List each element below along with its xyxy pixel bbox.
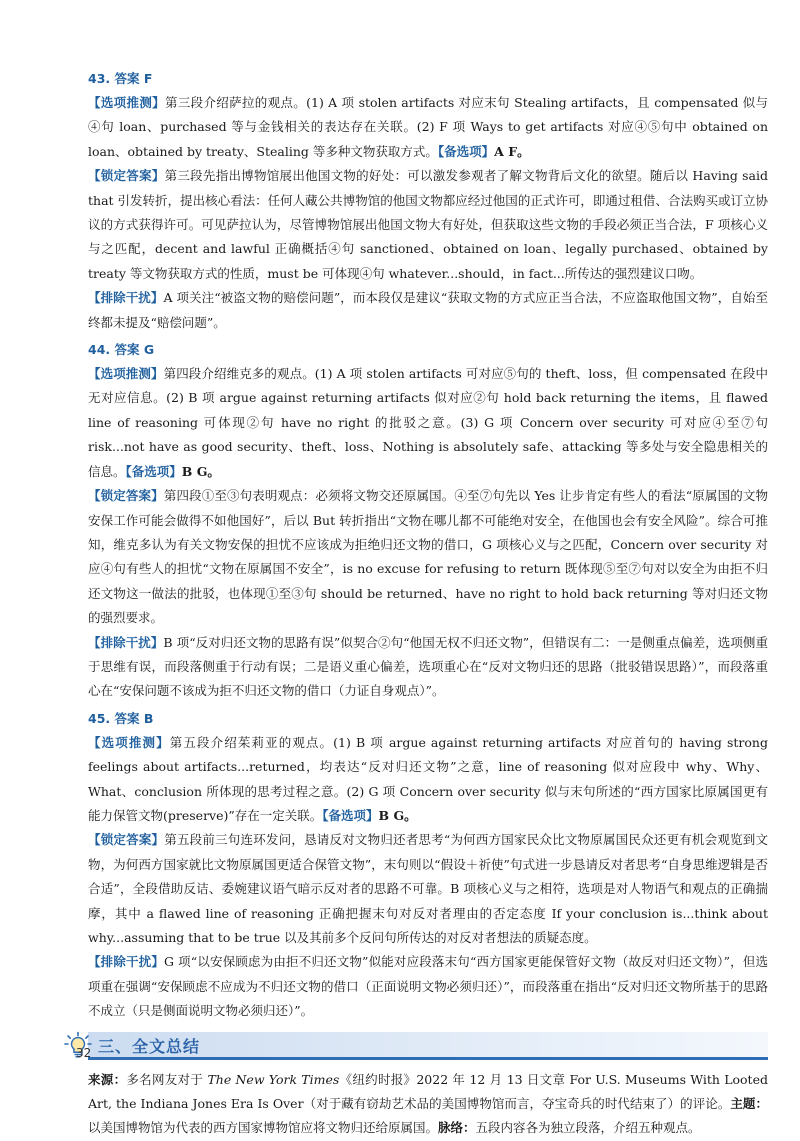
- source-publication: The New York Times: [207, 1071, 340, 1087]
- section-rule: [88, 1057, 768, 1060]
- answer-heading-44: 44. 答案 G: [88, 342, 155, 358]
- tag-lock-answer: 【锁定答案】: [88, 168, 165, 184]
- section-title: 三、全文总结: [98, 1036, 201, 1056]
- tag-exclude-distractor: 【排除干扰】: [88, 634, 164, 650]
- tag-candidates: 【备选项】: [322, 807, 379, 823]
- candidates: A F。: [494, 143, 530, 159]
- thread-text: 五段内容各为独立段落，介绍五种观点。: [475, 1120, 701, 1136]
- tag-lock-answer: 【锁定答案】: [88, 488, 164, 504]
- answer-explanations: [88, 64, 768, 1141]
- candidates: B G。: [181, 463, 220, 479]
- tag-candidates: 【备选项】: [437, 143, 495, 159]
- summary-paragraph: [88, 1068, 768, 1141]
- exclude-distractor-44: [88, 631, 768, 704]
- answer-heading-45: 45. 答案 B: [88, 710, 154, 726]
- tag-lock-answer: 【锁定答案】: [88, 832, 165, 848]
- lock-answer-45: [88, 828, 768, 950]
- text: A 项关注“被盗文物的赔偿问题”，而本段仅是建议“获取文物的方式应正当合法，不应盗取他国文物”，自始至终都未提及“赔偿问题”。: [88, 290, 768, 330]
- text: 第三段介绍萨拉的观点。(1) A 项 stolen artifacts 对应末句 Stealing artifacts，且 compensated 似与④句 loan、purchased 等与金钱相关的表达存在关联。(2) F 项 Ways to get artifacts 对应④⑤句中 obtained on loan、obtained by treaty、Stealing 等多种文物获取方式。: [88, 95, 768, 159]
- exclude-distractor-45: [88, 950, 768, 1023]
- text: G 项“以安保顾虑为由拒不归还文物”似能对应段落末句“西方国家更能保管好文物（故反对归还文物）”，但选项重在强调“安保顾虑不应成为不归还文物的借口（正面说明文物必须归还）”，而段落重在指出“反对归还文物所基于的思路不成立（只是侧面说明文物必须归还）”。: [88, 954, 768, 1019]
- lock-answer-43: [88, 164, 768, 286]
- option-prediction-45: [88, 731, 768, 829]
- tag-option-prediction: 【选项推测】: [88, 366, 164, 382]
- tag-exclude-distractor: 【排除干扰】: [88, 954, 165, 970]
- text: B 项“反对归还文物的思路有误”似契合②句“他国无权不归还文物”，但错误有二：一是侧重点偏差，选项侧重于思维有误，而段落侧重于行动有误；二是语义重心偏差，选项重心在“反对文物归还的思路（批驳错误思路）”，而段落重心在“安保问题不该成为拒不归还文物的借口（力证自身观点）”。: [88, 634, 768, 699]
- source-pre: 多名网友对于: [126, 1071, 204, 1087]
- source-post: 《纽约时报》2022 年 12 月 13 日文章 For U.S. Museums With Looted Art, the Indiana Jones Era Is Over（对于藏有窃劫艺术品的美国博物馆而言，夺宝奇兵的时代结束了）的评论。: [88, 1071, 768, 1112]
- answer-heading-43: 43. 答案 F: [88, 71, 153, 86]
- text: 第四段介绍维克多的观点。(1) A 项 stolen artifacts 可对应⑤句的 theft、loss，但 compensated 在段中无对应信息。(2) B 项 argue against returning artifacts 似对应②句 hold back returning the items，且 flawed line of reasoning 可体现②句 have no right 的批驳之意。(3) G 项 Concern over security 可对应④至⑦句 risk...not have as good security、theft、loss、Nothing is absolutely safe、attacking 等多处与安全隐患相关的信息。: [88, 366, 768, 479]
- text: 第四段①至③句表明观点：必须将文物交还原属国。④至⑦句先以 Yes 让步肯定有些人的看法“原属国的文物安保工作可能会做得不如他国好”，后以 But 转折指出“文物在哪儿都不可能绝对安全，在他国也会有安全风险”。综合可推知，维克多认为有关文物安保的担忧不应该成为拒绝归还文物的借口，G 项核心义与之匹配，Concern over security 对应④句有些人的担忧“文物在原属国不安全”，is no excuse for refusing to return 既体现⑤至⑦句对以安全为由拒不归还文物这一做法的批驳，也体现①至③句 should be returned、have no right to hold back returning 等对归还文物的强烈要求。: [88, 488, 768, 626]
- candidates: B G。: [378, 807, 417, 823]
- tag-option-prediction: 【选项推测】: [88, 734, 170, 750]
- exclude-distractor-43: [88, 286, 768, 335]
- option-prediction-43: [88, 91, 768, 164]
- text: 第五段前三句连环发问，恳请反对文物归还者思考“为何西方国家民众比文物原属国民众还更有机会观览到文物，为何西方国家就比文物原属国更适合保管文物”，末句则以“假设＋祈使”句式进一步恳请反对者思考“自身思维逻辑是否合适”，全段借助反诘、委婉建议语气暗示反对者的思路不可靠。B 项核心义与之相符，选项是对人物语气和观点的正确揣摩，其中 a flawed line of reasoning 正确把握末句对反对者理由的否定态度 If your conclusion is...think about why...assuming that to be true 以及其前多个反问句所传达的对反对者想法的质疑态度。: [88, 832, 768, 945]
- theme-text: 以美国博物馆为代表的西方国家博物馆应将文物归还给原属国。: [88, 1120, 439, 1136]
- thread-label: 脉络：: [438, 1120, 476, 1136]
- tag-exclude-distractor: 【排除干扰】: [88, 290, 164, 306]
- option-prediction-44: [88, 362, 768, 484]
- theme-label: 主题：: [730, 1096, 768, 1112]
- lock-answer-44: [88, 484, 768, 630]
- text: 第五段介绍茱莉亚的观点。(1) B 项 argue against returning artifacts 对应首句的 having strong feelings about artifacts...returned，均表达“反对归还文物”之意，line of reasoning 似对应段中 why、Why、What、conclusion 所体现的思考过程之意。(2) G 项 Concern over security 似与末句所述的“西方国家比原属国更有能力保管文物(preserve)”存在一定关联。: [88, 734, 768, 823]
- text: 第三段先指出博物馆展出他国文物的好处：可以激发参观者了解文物背后文化的欲望。随后以 Having said that 引发转折，提出核心看法：任何人藏公共博物馆的他国文物都应经过他国的正式许可，即通过租借、合法购买或订立协议的方式获得许可。可见萨拉认为，尽管博物馆展出他国文物大有好处，但获取这些文物的手段必须正当合法，F 项核心义与之匹配，decent and lawful 正确概括④句 sanctioned、obtained on loan、legally purchased、obtained by treaty 等文物获取方式的性质，must be 可体现④句 whatever...should，in fact...所传达的强烈建议口吻。: [88, 168, 768, 281]
- tag-candidates: 【备选项】: [125, 463, 182, 479]
- tag-option-prediction: 【选项推测】: [88, 95, 165, 110]
- section-header: [88, 1032, 768, 1060]
- source-label: 来源：: [88, 1071, 127, 1087]
- page-number: 32: [76, 1046, 92, 1060]
